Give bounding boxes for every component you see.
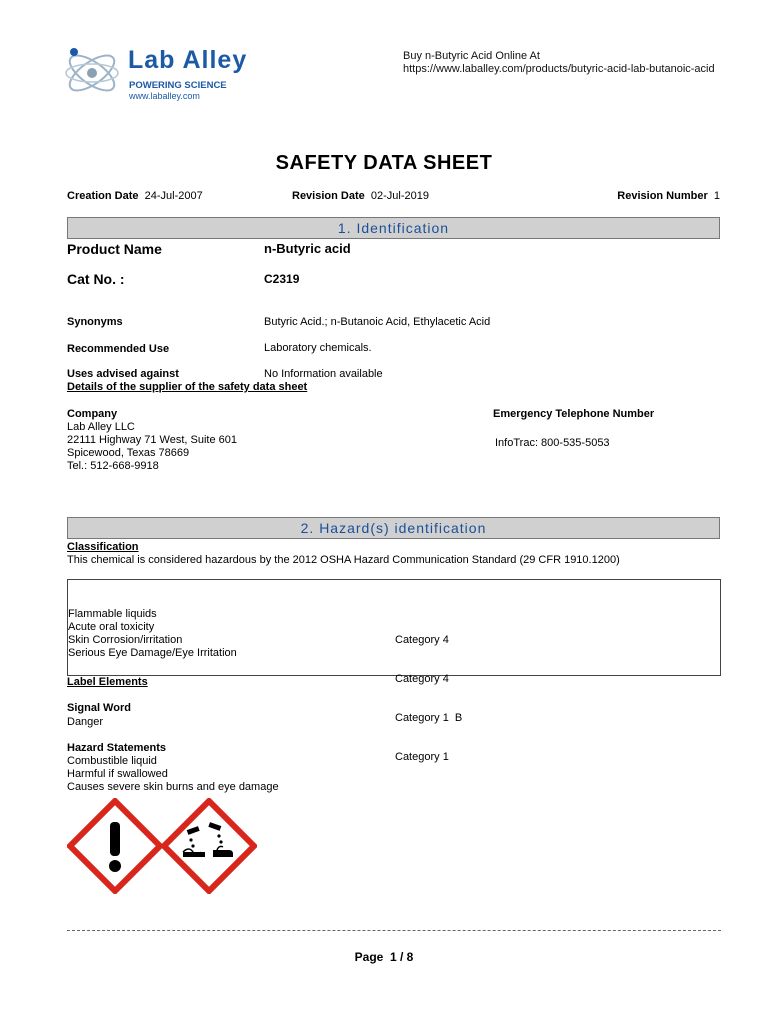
logo-url: www.laballey.com (129, 91, 200, 101)
revision-number (617, 190, 720, 202)
company-label: Company (67, 408, 118, 420)
exclamation-mark-icon (67, 798, 163, 894)
hazard-statements-list (67, 755, 279, 794)
logo-title: Lab Alley (128, 46, 248, 74)
hazard-row-category: Category 1 B (395, 712, 463, 724)
hazard-categories (395, 608, 595, 777)
buy-line: Buy n-Butyric Acid Online At (403, 50, 540, 62)
revision-date-value: 02-Jul-2019 (370, 190, 429, 202)
creation-date-value: 24-Jul-2007 (144, 190, 203, 202)
hazard-statement: Combustible liquid (67, 755, 157, 767)
signal-word-label: Signal Word (67, 702, 131, 714)
hazard-row-category: Category 1 (395, 751, 449, 763)
buy-online-note (403, 50, 715, 76)
logo-subtitle: POWERING SCIENCE (129, 80, 227, 91)
hazard-row-name: Serious Eye Damage/Eye Irritation (68, 647, 237, 659)
emergency-phone-value: InfoTrac: 800-535-5053 (495, 437, 610, 449)
uses-advised-value: No Information available (264, 368, 383, 380)
revision-date-label: Revision Date (292, 190, 365, 202)
company-line: 22111 Highway 71 West, Suite 601 (67, 434, 237, 446)
hazard-names (68, 608, 368, 660)
company-line: Lab Alley LLC (67, 421, 135, 433)
creation-date-label: Creation Date (67, 190, 139, 202)
cat-no-label: Cat No. : (67, 271, 125, 287)
cat-no-value: C2319 (264, 272, 300, 286)
revision-date (292, 190, 429, 202)
hazard-row-category: Category 4 (395, 673, 449, 685)
uses-advised-label: Uses advised against (67, 368, 179, 380)
corrosion-icon (161, 798, 257, 894)
section-identification-heading: 1. Identification (67, 217, 720, 239)
section-hazards-heading: 2. Hazard(s) identification (67, 517, 720, 539)
classification-label: Classification (67, 541, 139, 553)
page-number: Page 1 / 8 (354, 950, 414, 964)
atom-icon (62, 38, 124, 108)
product-name-label: Product Name (67, 241, 162, 257)
recommended-use-value: Laboratory chemicals. (264, 342, 372, 354)
synonyms-value: Butyric Acid.; n-Butanoic Acid, Ethylacetic Acid (264, 316, 491, 328)
hazard-row-category: Category 4 (395, 634, 449, 646)
hazard-statements-label: Hazard Statements (67, 742, 167, 754)
lab-alley-logo (62, 38, 312, 108)
label-elements-heading: Label Elements (67, 676, 148, 688)
recommended-use-label: Recommended Use (67, 343, 170, 355)
hazard-row-name: Acute oral toxicity (68, 621, 155, 633)
hazard-statement: Harmful if swallowed (67, 768, 168, 780)
supplier-heading: Details of the supplier of the safety data sheet (67, 381, 308, 393)
company-address (67, 421, 237, 473)
hazard-row-name: Skin Corrosion/irritation (68, 634, 183, 646)
hazard-row-name: Flammable liquids (68, 608, 157, 620)
revision-number-value: 1 (713, 190, 720, 202)
footer-divider (67, 930, 721, 931)
emergency-phone-label: Emergency Telephone Number (493, 408, 655, 420)
company-line: Tel.: 512-668-9918 (67, 460, 159, 472)
signal-word-value: Danger (67, 716, 104, 728)
revision-number-label: Revision Number (617, 190, 708, 202)
buy-url[interactable]: https://www.laballey.com/products/butyric-acid-lab-butanoic-acid (403, 63, 715, 75)
creation-date (67, 190, 203, 202)
hazard-statement: Causes severe skin burns and eye damage (67, 781, 279, 793)
document-title: SAFETY DATA SHEET (275, 152, 493, 174)
company-line: Spicewood, Texas 78669 (67, 447, 190, 459)
classification-text: This chemical is considered hazardous by the 2012 OSHA Hazard Communication Standard (29 CFR 1910.1200) (67, 554, 620, 566)
synonyms-label: Synonyms (67, 316, 123, 328)
product-name-value: n-Butyric acid (264, 241, 351, 256)
